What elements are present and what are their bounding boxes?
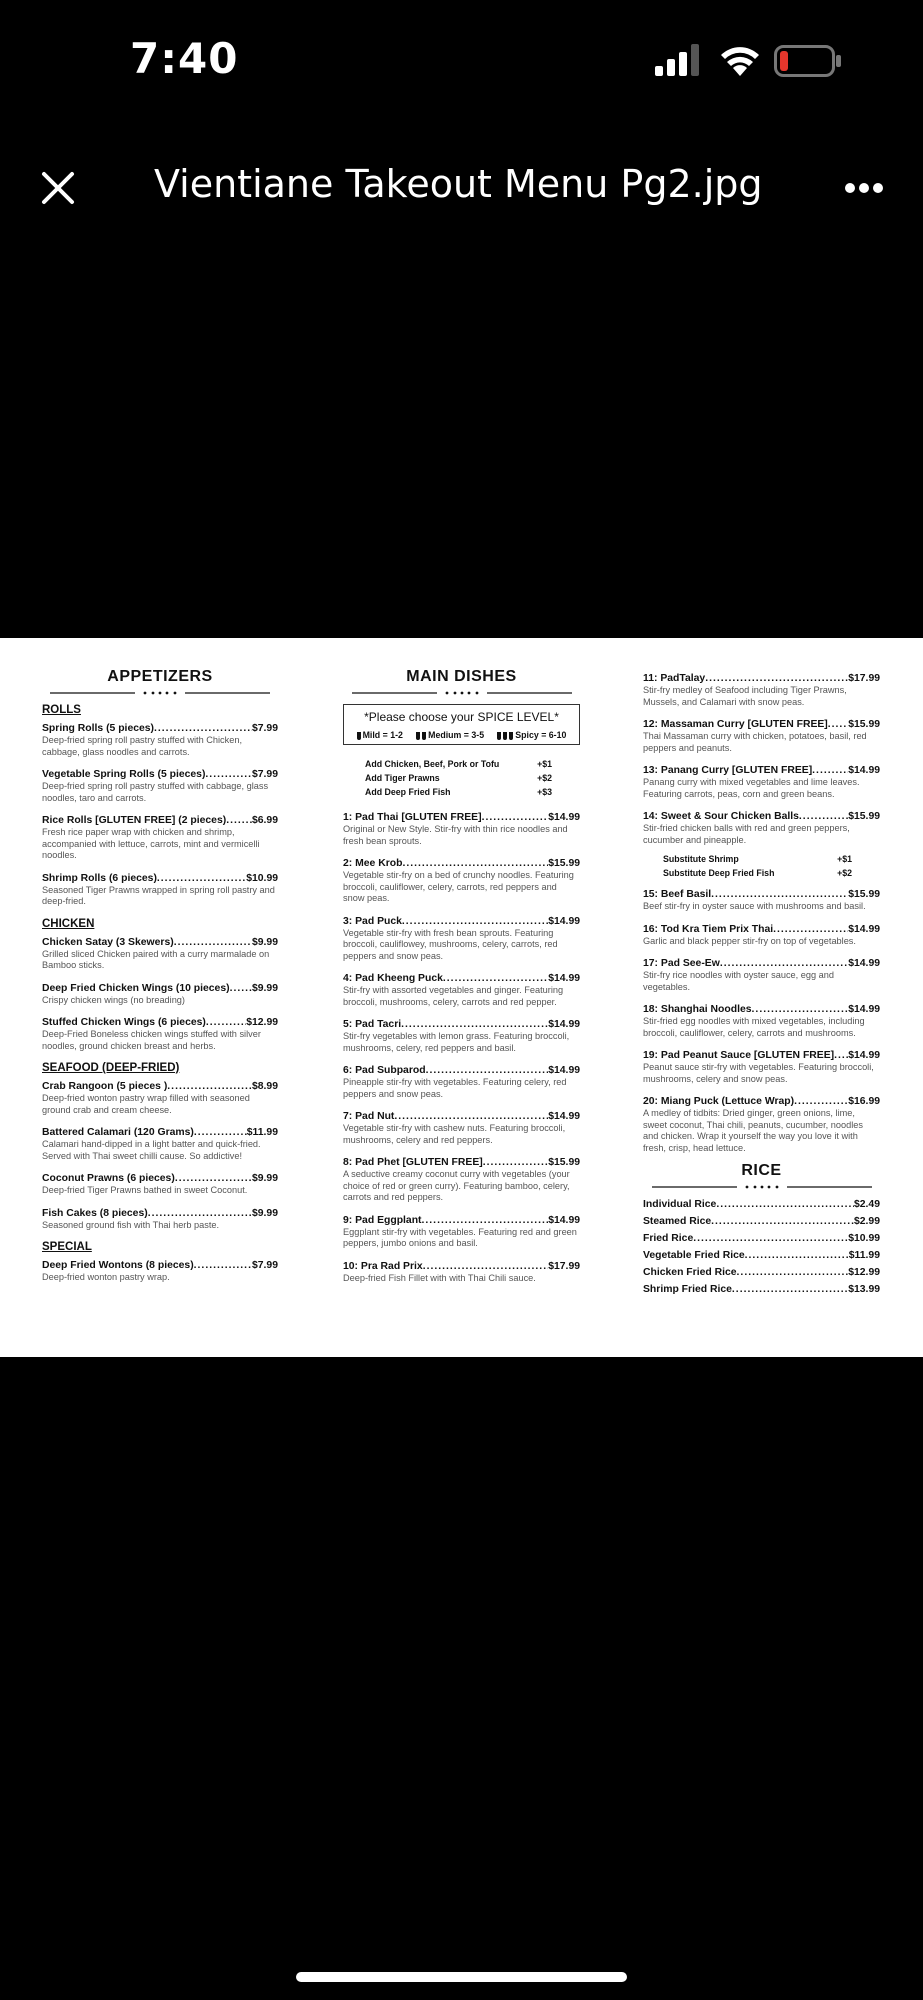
- item-name: 4: Pad Kheeng Puck: [343, 973, 443, 984]
- appetizers-heading: APPETIZERS: [107, 668, 213, 685]
- item-name: 18: Shanghai Noodles: [643, 1004, 752, 1015]
- item-name: 7: Pad Nut: [343, 1111, 395, 1122]
- item-price: $14.99: [848, 765, 880, 776]
- rice-item: [643, 1266, 880, 1279]
- item-name: Chicken Fried Rice: [643, 1267, 737, 1278]
- item-price: $17.99: [548, 1260, 580, 1272]
- item-price: $15.99: [848, 811, 880, 822]
- item-price: $7.99: [251, 1260, 278, 1271]
- chili-icon: [503, 732, 507, 740]
- chili-icon: [416, 732, 420, 740]
- item-description: Stir-fry vegetables with lemon grass. Featuring broccoli, mushrooms, celery, red peppers and basil.: [343, 1031, 570, 1053]
- rice-item: [643, 1198, 880, 1211]
- item-price: $11.99: [848, 1250, 880, 1261]
- item-description: Vegetable stir-fry on a bed of crunchy noodles. Featuring broccoli, cauliflower, celery, carrots, red peppers and snow peas.: [343, 870, 574, 903]
- item-price: $12.99: [848, 1267, 880, 1278]
- item-name: Fried Rice: [643, 1233, 694, 1244]
- menu-item: [343, 1214, 580, 1250]
- rice-item: [643, 1249, 880, 1262]
- menu-item: [343, 1018, 580, 1054]
- item-name: 10: Pra Rad Prix: [343, 1260, 423, 1272]
- item-name: 11: PadTalay: [643, 673, 706, 684]
- menu-item: [643, 888, 880, 913]
- menu-item: [42, 768, 278, 804]
- more-options-icon[interactable]: [844, 176, 884, 200]
- item-name: 9: Pad Eggplant: [343, 1214, 422, 1226]
- item-price: $14.99: [548, 812, 580, 823]
- rice-heading: RICE: [741, 1162, 782, 1179]
- item-description: Seasoned Tiger Prawns wrapped in spring roll pastry and deep-fried.: [42, 884, 275, 906]
- item-name: 17: Pad See-Ew: [643, 958, 720, 969]
- item-price: $15.99: [848, 719, 880, 730]
- item-name: Deep Fried Chicken Wings (10 pieces): [42, 982, 230, 994]
- item-name: 1: Pad Thai [GLUTEN FREE]: [343, 812, 482, 823]
- file-title: Vientiane Takeout Menu Pg2.jpg: [154, 162, 763, 206]
- item-description: Fresh rice paper wrap with chicken and shrimp, accompanied with lettuce, carrots, mint and vermicelli noodles.: [42, 827, 260, 860]
- substitute-row: Substitute Deep Fried Fish +$2: [663, 868, 852, 878]
- substitute-list: [643, 852, 880, 880]
- rice-item: [643, 1215, 880, 1228]
- addon-row: Add Deep Fried Fish +$3: [365, 787, 552, 797]
- item-price: $14.99: [848, 1050, 880, 1061]
- item-price: $7.99: [251, 769, 278, 780]
- item-name: Shrimp Rolls (6 pieces): [42, 872, 157, 884]
- status-time: 7:40: [130, 34, 239, 83]
- menu-item: [343, 1110, 580, 1146]
- item-price: $13.99: [848, 1284, 880, 1295]
- category-rolls: ROLLS: [42, 704, 81, 716]
- item-price: $8.99: [251, 1081, 278, 1092]
- menu-item: [343, 1156, 580, 1204]
- main-dishes-continued-column: [643, 672, 880, 1300]
- item-description: Deep-fried spring roll pastry stuffed with cabbage, glass noodles, taro and carrots.: [42, 781, 269, 803]
- item-description: Peanut sauce stir-fry with vegetables. Featuring broccoli, mushrooms, celery and snow peas.: [643, 1062, 874, 1084]
- cellular-signal-icon: [655, 44, 701, 76]
- rice-item: [643, 1232, 880, 1245]
- item-description: Stir-fry medley of Seafood including Tiger Prawns, Mussels, and Calamari with snow peas.: [643, 685, 847, 707]
- addon-row: Add Chicken, Beef, Pork or Tofu +$1: [365, 759, 552, 769]
- item-price: $11.99: [246, 1127, 278, 1138]
- menu-item: [343, 811, 580, 847]
- item-description: Stir-fry with assorted vegetables and ginger. Featuring broccoli, mushrooms, celery, carrots and red pepper.: [343, 985, 564, 1007]
- spice-spicy: Spicy = 6-10: [497, 730, 566, 740]
- item-description: Stir-fried chicken balls with red and green peppers, cucumber and pineapple.: [643, 823, 850, 845]
- item-name: Steamed Rice: [643, 1216, 712, 1227]
- item-description: Deep-fried spring roll pastry stuffed with Chicken, cabbage, glass noodles and carrots.: [42, 735, 243, 757]
- menu-item: [643, 810, 880, 846]
- spice-mild: Mild = 1-2: [357, 730, 403, 740]
- item-description: A seductive creamy coconut curry with vegetables (your choice of red or green curry). Featuring bamboo, celery, carrots and red peppers.: [343, 1169, 570, 1202]
- item-name: Fish Cakes (8 pieces): [42, 1207, 148, 1219]
- menu-item: [42, 1126, 278, 1162]
- menu-item: [343, 1260, 580, 1285]
- item-price: $10.99: [848, 1233, 880, 1244]
- item-description: Crispy chicken wings (no breading): [42, 994, 185, 1005]
- item-description: Beef stir-fry in oyster sauce with mushrooms and basil.: [643, 901, 866, 911]
- item-price: $14.99: [548, 1019, 580, 1030]
- menu-item: [343, 972, 580, 1008]
- item-name: Coconut Prawns (6 pieces): [42, 1173, 175, 1184]
- divider-flourish: [352, 688, 572, 698]
- chili-icon: [357, 732, 361, 740]
- item-price: $15.99: [548, 1157, 580, 1168]
- divider-flourish: [652, 1182, 872, 1192]
- battery-icon: [774, 45, 842, 77]
- item-description: Thai Massaman curry with chicken, potatoes, basil, red peppers and peanuts.: [643, 731, 867, 753]
- item-price: $14.99: [848, 923, 880, 935]
- item-price: $7.99: [251, 723, 278, 734]
- menu-item: [643, 1049, 880, 1085]
- item-name: 16: Tod Kra Tiem Prix Thai: [643, 923, 774, 935]
- appetizers-column: [42, 668, 278, 1294]
- spice-level-box: [343, 704, 580, 745]
- item-name: 3: Pad Puck: [343, 915, 402, 927]
- item-price: $14.99: [848, 1004, 880, 1015]
- item-name: 6: Pad Subparod: [343, 1065, 426, 1076]
- menu-item: [343, 915, 580, 963]
- substitute-row: Substitute Shrimp +$1: [663, 854, 852, 864]
- menu-item: [42, 1080, 278, 1116]
- status-bar: [0, 0, 923, 120]
- item-price: $10.99: [246, 872, 278, 884]
- item-description: Stir-fry rice noodles with oyster sauce, egg and vegetables.: [643, 970, 834, 992]
- item-price: $14.99: [548, 1111, 580, 1122]
- item-description: Grilled sliced Chicken paired with a curry marmalade on Bamboo sticks.: [42, 948, 270, 970]
- menu-item: [42, 1172, 278, 1197]
- chili-icon: [497, 732, 501, 740]
- category-chicken: CHICKEN: [42, 917, 95, 930]
- home-indicator[interactable]: [296, 1972, 627, 1982]
- item-price: $17.99: [848, 673, 880, 684]
- item-name: 2: Mee Krob: [343, 858, 403, 869]
- item-name: 20: Miang Puck (Lettuce Wrap): [643, 1096, 795, 1107]
- rice-list: [643, 1198, 880, 1296]
- item-description: Deep-fried Tiger Prawns bathed in sweet Coconut.: [42, 1185, 248, 1195]
- item-name: Stuffed Chicken Wings (6 pieces): [42, 1017, 206, 1028]
- chili-icon: [509, 732, 513, 740]
- item-price: $9.99: [251, 1173, 278, 1184]
- item-description: Eggplant stir-fry with vegetables. Featuring red and green peppers, jumbo onions and basil.: [343, 1226, 577, 1248]
- item-price: $9.99: [251, 936, 278, 948]
- chili-icon: [422, 732, 426, 740]
- item-name: 12: Massaman Curry [GLUTEN FREE]: [643, 719, 828, 730]
- item-name: 19: Pad Peanut Sauce [GLUTEN FREE]: [643, 1050, 835, 1061]
- item-description: Calamari hand-dipped in a light batter and quick-fried. Served with Thai sweet chilli cause. So addictive!: [42, 1139, 261, 1161]
- item-price: $9.99: [251, 1207, 278, 1219]
- menu-item: [643, 957, 880, 993]
- item-name: Shrimp Fried Rice: [643, 1284, 732, 1295]
- menu-item: [42, 1016, 278, 1052]
- item-name: 5: Pad Tacri: [343, 1019, 402, 1030]
- item-price: $9.99: [251, 982, 278, 994]
- item-price: $16.99: [848, 1096, 880, 1107]
- category-seafood: SEAFOOD (DEEP-FRIED): [42, 1062, 180, 1074]
- item-name: Battered Calamari (120 Grams): [42, 1127, 194, 1138]
- menu-item: [343, 1064, 580, 1100]
- item-name: Vegetable Fried Rice: [643, 1250, 745, 1261]
- item-description: Vegetable stir-fry with cashew nuts. Featuring broccoli, mushrooms, celery and red peppers.: [343, 1123, 566, 1145]
- item-name: 13: Panang Curry [GLUTEN FREE]: [643, 765, 813, 776]
- spice-medium: Medium = 3-5: [416, 730, 484, 740]
- item-description: A medley of tidbits: Dried ginger, green onions, lime, sweet coconut, Thai chili, peanuts, cucumber, noodles and chicken. Wrap it yourself the way you love it with fresh, crisp, head lettuce.: [643, 1108, 863, 1153]
- item-name: Deep Fried Wontons (8 pieces): [42, 1260, 194, 1271]
- viewer-toolbar: [0, 150, 923, 225]
- item-price: $14.99: [848, 958, 880, 969]
- menu-item: [643, 718, 880, 754]
- item-name: Rice Rolls [GLUTEN FREE] (2 pieces): [42, 815, 227, 826]
- item-price: $14.99: [548, 915, 580, 927]
- menu-item: [42, 982, 278, 1007]
- rice-item: [643, 1283, 880, 1296]
- close-icon[interactable]: [40, 170, 76, 206]
- spice-prompt: *Please choose your SPICE LEVEL*: [364, 710, 559, 724]
- item-price: $14.99: [548, 973, 580, 984]
- item-description: Panang curry with mixed vegetables and lime leaves. Featuring carrots, peas, corn and green beans.: [643, 777, 860, 799]
- item-description: Original or New Style. Stir-fry with thin rice noodles and fresh bean sprouts.: [343, 824, 568, 846]
- item-price: $2.99: [853, 1216, 880, 1227]
- item-price: $14.99: [548, 1214, 580, 1226]
- item-description: Vegetable stir-fry with fresh bean sprouts. Featuring broccoli, cauliflowey, mushrooms, celery, carrots, red peppers and snow peas.: [343, 927, 558, 961]
- item-price: $15.99: [548, 858, 580, 869]
- wifi-icon: [718, 44, 762, 78]
- item-description: Seasoned ground fish with Thai herb paste.: [42, 1219, 220, 1230]
- item-name: Chicken Satay (3 Skewers): [42, 936, 174, 948]
- menu-item: [42, 1207, 278, 1232]
- main-dishes-heading: MAIN DISHES: [406, 668, 517, 685]
- menu-item: [643, 1095, 880, 1154]
- item-price: $12.99: [246, 1017, 278, 1028]
- item-description: Deep-fried wonton pastry wrap filled with seasoned ground crab and cream cheese.: [42, 1093, 250, 1115]
- item-name: Spring Rolls (5 pieces): [42, 723, 155, 734]
- menu-item: [643, 923, 880, 948]
- item-price: $6.99: [251, 815, 278, 826]
- menu-item: [42, 872, 278, 908]
- item-description: Pineapple stir-fry with vegetables. Featuring celery, red peppers and snow peas.: [343, 1077, 567, 1099]
- item-name: 8: Pad Phet [GLUTEN FREE]: [343, 1157, 483, 1168]
- item-name: 15: Beef Basil: [643, 889, 712, 900]
- main-dishes-column: [343, 668, 580, 1294]
- item-name: Vegetable Spring Rolls (5 pieces): [42, 769, 206, 780]
- menu-item: [643, 672, 880, 708]
- item-description: Deep-Fried Boneless chicken wings stuffed with silver noodles, ground chicken breast and herbs.: [42, 1029, 261, 1051]
- divider-flourish: [50, 688, 270, 698]
- item-description: Deep-fried Fish Fillet with with Thai Chili sauce.: [343, 1272, 536, 1283]
- menu-item: [42, 814, 278, 862]
- item-description: Stir-fried egg noodles with mixed vegetables, including broccoli, cauliflower, celery, carrots and mushrooms.: [643, 1016, 865, 1038]
- item-price: $2.49: [853, 1199, 880, 1210]
- item-name: Individual Rice: [643, 1199, 717, 1210]
- menu-image: [0, 638, 923, 1357]
- item-description: Deep-fried wonton pastry wrap.: [42, 1272, 170, 1282]
- item-name: 14: Sweet & Sour Chicken Balls: [643, 811, 799, 822]
- item-price: $14.99: [548, 1065, 580, 1076]
- menu-item: [42, 936, 278, 972]
- item-price: $15.99: [848, 889, 880, 900]
- menu-item: [42, 722, 278, 758]
- addon-row: Add Tiger Prawns +$2: [365, 773, 552, 783]
- menu-item: [42, 1259, 278, 1284]
- addon-list: [343, 757, 580, 799]
- menu-item: [343, 857, 580, 905]
- item-name: Crab Rangoon (5 pieces ): [42, 1081, 168, 1092]
- item-description: Garlic and black pepper stir-fry on top of vegetables.: [643, 935, 856, 946]
- menu-item: [643, 1003, 880, 1039]
- category-special: SPECIAL: [42, 1241, 92, 1253]
- menu-item: [643, 764, 880, 800]
